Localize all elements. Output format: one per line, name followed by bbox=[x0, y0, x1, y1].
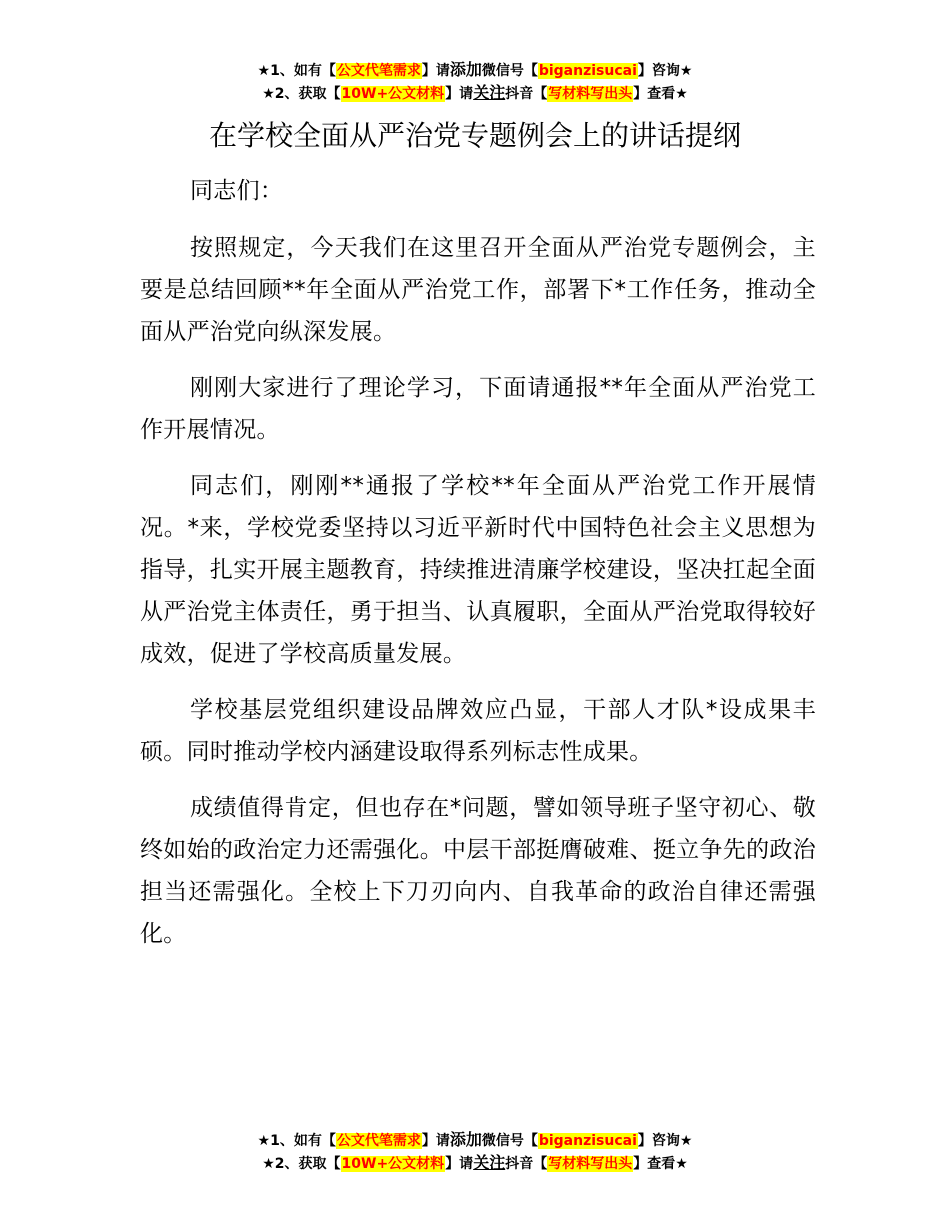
banner-text: 】请 bbox=[421, 1133, 450, 1149]
banner-emphasis: 关注 bbox=[473, 83, 506, 102]
paragraph: 刚刚大家进行了理论学习，下面请通报**年全面从严治党工作开展情况。 bbox=[140, 375, 816, 443]
highlight-account: 写材料写出头 bbox=[548, 1156, 633, 1172]
banner-text: 1、如有【 bbox=[270, 1133, 336, 1149]
banner-line-1 bbox=[0, 59, 950, 82]
banner-text: 微信号【 bbox=[481, 1133, 538, 1149]
banner-emphasis: 添加 bbox=[449, 1130, 482, 1149]
banner-text: 】请 bbox=[421, 63, 450, 79]
document-title: 在学校全面从严治党专题例会上的讲话提纲 bbox=[208, 119, 741, 152]
star-icon: ★ bbox=[262, 86, 275, 102]
document-body bbox=[140, 170, 816, 969]
highlight-materials: 10W+公文材料 bbox=[341, 1156, 445, 1172]
highlight-materials: 10W+公文材料 bbox=[341, 86, 445, 102]
paragraph: 学校基层党组织建设品牌效应凸显，干部人才队*设成果丰硕。同时推动学校内涵建设取得系列标志性成果。 bbox=[140, 697, 816, 765]
star-icon: ★ bbox=[262, 1156, 275, 1172]
banner-text: 抖音【 bbox=[505, 1156, 548, 1172]
banner-line-2 bbox=[0, 82, 950, 105]
banner-text: 】请 bbox=[445, 86, 474, 102]
header-banner bbox=[0, 59, 950, 105]
star-icon: ★ bbox=[679, 63, 693, 79]
star-icon: ★ bbox=[675, 1156, 688, 1172]
banner-text: 】查看 bbox=[633, 1156, 676, 1172]
banner-line-1 bbox=[0, 1129, 950, 1152]
banner-text: 】咨询 bbox=[637, 63, 680, 79]
banner-text: 2、获取【 bbox=[274, 86, 341, 102]
banner-text: 】查看 bbox=[633, 86, 676, 102]
star-icon: ★ bbox=[257, 1133, 271, 1149]
banner-emphasis: 关注 bbox=[473, 1153, 506, 1172]
banner-text: 抖音【 bbox=[505, 86, 548, 102]
highlight-account: 写材料写出头 bbox=[548, 86, 633, 102]
paragraph: 成绩值得肯定，但也存在*问题，譬如领导班子坚守初心、敬终如始的政治定力还需强化。中层干部挺膺破难、挺立争先的政治担当还需强化。全校上下刀刃向内、自我革命的政治自律还需强化。 bbox=[140, 795, 816, 947]
highlight-service: 公文代笔需求 bbox=[336, 63, 421, 79]
banner-text: 】咨询 bbox=[637, 1133, 680, 1149]
banner-text: 1、如有【 bbox=[270, 63, 336, 79]
paragraph: 同志们，刚刚**通报了学校**年全面从严治党工作开展情况。*来，学校党委坚持以习近平新时代中国特色社会主义思想为指导，扎实开展主题教育，持续推进清廉学校建设，坚决扛起全面从严治党主体责任，勇于担当、认真履职，全面从严治党取得较好成效，促进了学校高质量发展。 bbox=[140, 473, 816, 667]
banner-text: 2、获取【 bbox=[274, 1156, 341, 1172]
paragraph: 按照规定，今天我们在这里召开全面从严治党专题例会，主要是总结回顾**年全面从严治党工作，部署下*工作任务，推动全面从严治党向纵深发展。 bbox=[140, 235, 816, 345]
star-icon: ★ bbox=[679, 1133, 693, 1149]
highlight-service: 公文代笔需求 bbox=[336, 1133, 421, 1149]
highlight-wechat-id: biganzisucai bbox=[538, 63, 637, 79]
star-icon: ★ bbox=[257, 63, 271, 79]
footer-banner bbox=[0, 1129, 950, 1175]
banner-line-2 bbox=[0, 1152, 950, 1175]
star-icon: ★ bbox=[675, 86, 688, 102]
banner-text: 微信号【 bbox=[481, 63, 538, 79]
banner-emphasis: 添加 bbox=[449, 60, 482, 79]
salutation: 同志们： bbox=[190, 178, 284, 204]
banner-text: 】请 bbox=[445, 1156, 474, 1172]
highlight-wechat-id: biganzisucai bbox=[538, 1133, 637, 1149]
